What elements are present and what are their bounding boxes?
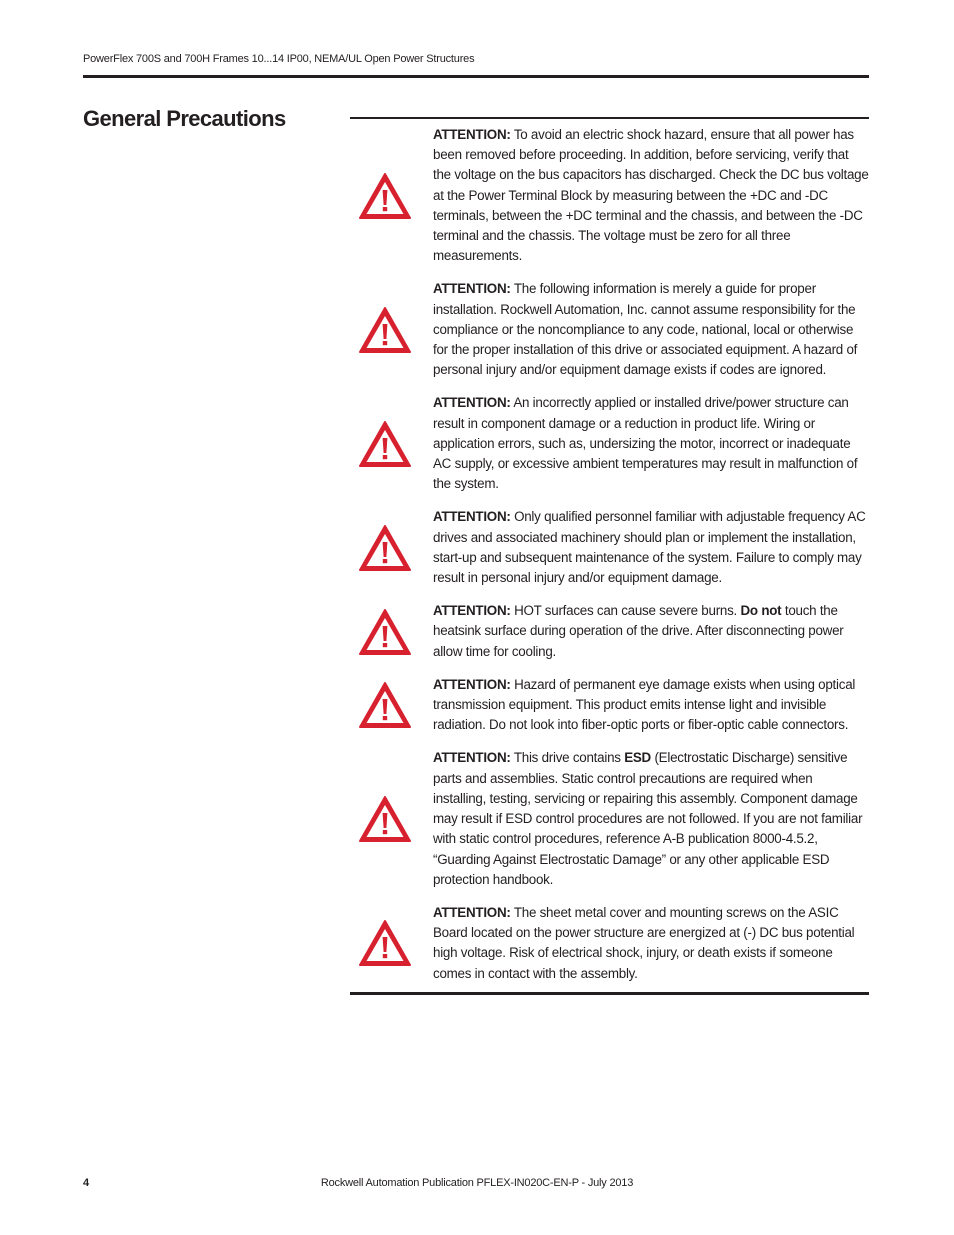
attention-label: ATTENTION: <box>433 509 511 525</box>
body-text: Hazard of permanent eye damage exists when using optical transmission equipment. This product emits intense light and invisible radiation. Do not look into fiber-optic ports or fiber-optic cable connectors. <box>433 676 856 733</box>
warning-triangle-icon <box>358 608 412 656</box>
warning-triangle-icon <box>358 919 412 967</box>
footer-publication: Rockwell Automation Publication PFLEX-IN020C-EN-P - July 2013 <box>320 1177 634 1189</box>
warning-triangle-icon <box>358 420 412 468</box>
attention-text <box>433 279 869 380</box>
attention-label: ATTENTION: <box>433 904 511 920</box>
attention-item <box>350 125 869 266</box>
attention-item <box>350 748 869 889</box>
attention-item <box>350 279 869 380</box>
body-text: Only qualified personnel familiar with adjustable frequency AC drives and associated machinery should plan or implement the installation, start-up and subsequent maintenance of the system. Failure to comply may result in personal injury and/or equipment damage. <box>433 509 866 586</box>
body-text: The sheet metal cover and mounting screws on the ASIC Board located on the power structure are energized at (-) DC bus potential high voltage. Risk of electrical shock, injury, or death exists if someone comes in contact with the assembly. <box>433 904 855 981</box>
body-text: The following information is merely a guide for proper installation. Rockwell Automation, Inc. cannot assume responsibility for the compliance or the noncompliance to any code, national, local or otherwise for the proper installation of this drive or associated equipment. A hazard of personal injury and/or equipment damage exists if codes are ignored. <box>433 281 858 378</box>
attention-label: ATTENTION: <box>433 395 511 411</box>
attention-label: ATTENTION: <box>433 127 511 142</box>
attention-item <box>350 601 869 662</box>
attention-table <box>350 117 869 995</box>
attention-text <box>433 393 869 494</box>
section-title: General Precautions <box>83 106 286 131</box>
body-text: HOT surfaces can cause severe burns. <box>510 603 741 619</box>
header-rule <box>83 75 869 78</box>
warning-triangle-icon <box>358 795 412 843</box>
attention-item <box>350 675 869 736</box>
warning-triangle-icon <box>358 172 412 220</box>
body-text: touch the heatsink surface during operation of the drive. After disconnecting power allow time for cooling. <box>433 603 844 659</box>
attention-text <box>433 601 869 662</box>
footer-page-number: 4 <box>83 1177 90 1189</box>
emphasis-text: Do not <box>740 603 782 619</box>
attention-label: ATTENTION: <box>433 676 511 692</box>
body-text: An incorrectly applied or installed drive/power structure can result in component damage or a reduction in product life. Wiring or application errors, such as, undersizing the motor, incorrect or inadequate AC supply, or excessive ambient temperatures may result in malfunction of the system. <box>433 395 858 492</box>
attention-label: ATTENTION: <box>433 603 511 619</box>
attention-text <box>433 748 869 889</box>
body-text: To avoid an electric shock hazard, ensure that all power has been removed before proceeding. In addition, before servicing, verify that the voltage on the bus capacitors has discharged. Check the DC bus voltage at the Power Terminal Block by measuring between the +DC and -DC terminals, between the +DC terminal and the chassis, and between the -DC terminal and the chassis. The voltage must be zero for all three measurements. <box>433 127 869 264</box>
attention-label: ATTENTION: <box>433 281 511 297</box>
attention-label: ATTENTION: <box>433 750 511 766</box>
attention-text <box>433 903 869 984</box>
warning-triangle-icon <box>358 524 412 572</box>
attention-item <box>350 393 869 494</box>
attention-text <box>433 675 869 736</box>
attention-text <box>433 125 869 266</box>
running-header: PowerFlex 700S and 700H Frames 10...14 IP00, NEMA/UL Open Power Structures <box>83 53 475 65</box>
body-text: This drive contains <box>510 750 625 766</box>
body-text: (Electrostatic Discharge) sensitive parts and assemblies. Static control precautions are required when installing, testing, servicing or repairing this assembly. Component damage may result if ESD control procedures are not followed. If you are not familiar with static control procedures, reference A-B publication 8000-4.5.2, “Guarding Against Electrostatic Damage” or any other applicable ESD protection handbook. <box>433 750 863 887</box>
attention-item <box>350 507 869 588</box>
emphasis-text: ESD <box>624 750 651 766</box>
warning-triangle-icon <box>358 681 412 729</box>
attention-item <box>350 903 869 984</box>
warning-triangle-icon <box>358 306 412 354</box>
attention-text <box>433 507 869 588</box>
